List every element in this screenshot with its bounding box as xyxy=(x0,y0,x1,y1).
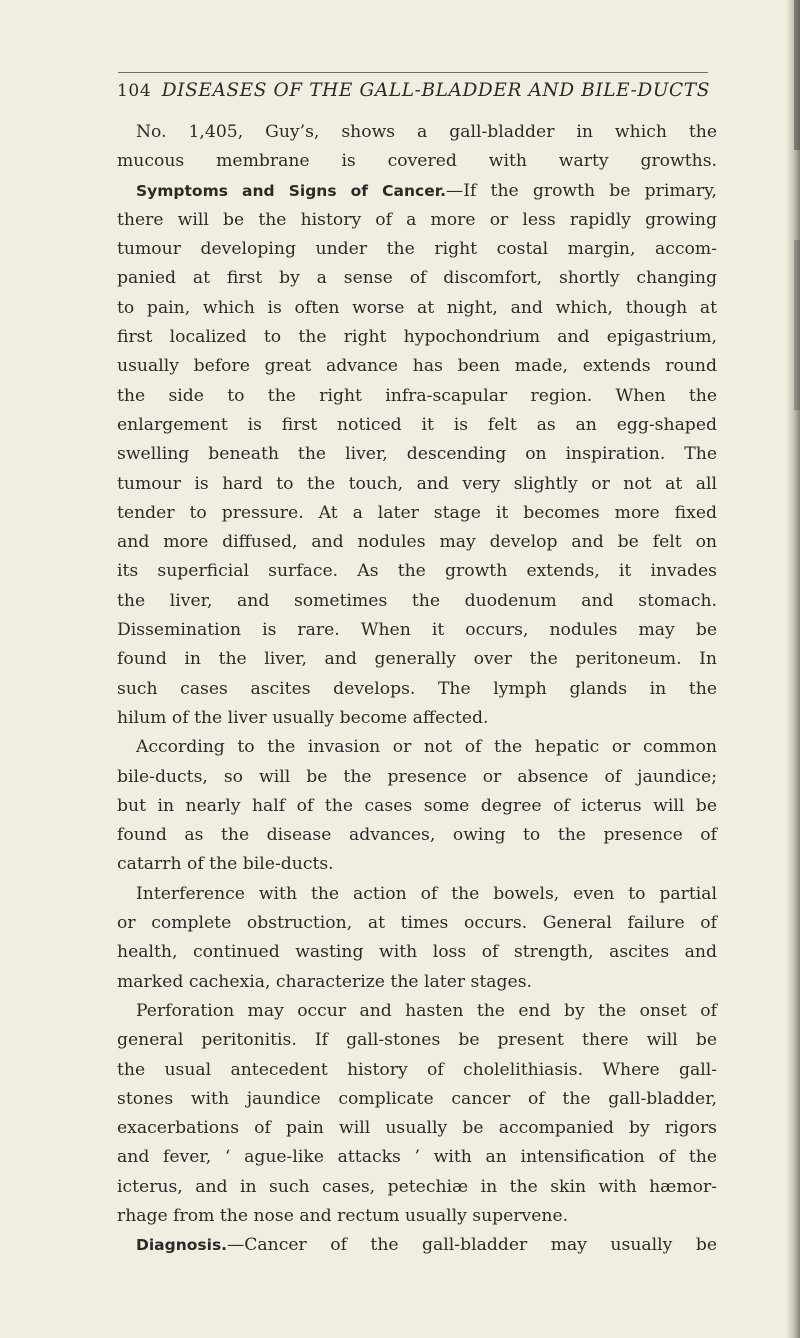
page-edge-dark-top xyxy=(794,0,800,150)
text-line xyxy=(117,1056,717,1085)
line-text: Interference with the action of the bowels, even to partial xyxy=(136,883,717,904)
line-text: its superficial surface. As the growth extends, it invades xyxy=(117,561,717,582)
body-text xyxy=(117,118,717,1261)
line-text: According to the invasion or not of the hepatic or common xyxy=(136,737,717,758)
text-line xyxy=(117,1231,717,1260)
line-text: tumour is hard to the touch, and very slightly or not at all xyxy=(117,473,717,494)
line-text: bile-ducts, so will be the presence or absence of jaundice; xyxy=(117,766,717,787)
line-text: there will be the history of a more or less rapidly growing xyxy=(117,209,717,230)
line-text: the usual antecedent history of cholelithiasis. Where gall- xyxy=(117,1059,717,1080)
section-heading: Diagnosis. xyxy=(136,1236,228,1255)
text-line xyxy=(117,206,717,235)
line-text: but in nearly half of the cases some degree of icterus will be xyxy=(117,795,717,816)
line-text: and more diffused, and nodules may develop and be felt on xyxy=(117,532,717,553)
text-line xyxy=(117,733,717,762)
text-line xyxy=(117,997,717,1026)
text-line xyxy=(117,147,717,176)
line-text: hilum of the liver usually become affected. xyxy=(117,707,489,728)
text-line xyxy=(117,704,717,733)
text-line xyxy=(117,763,717,792)
line-text: —Cancer of the gall-bladder may usually be xyxy=(227,1235,717,1256)
text-line xyxy=(117,616,717,645)
text-line xyxy=(117,557,717,586)
line-text: panied at first by a sense of discomfort, shortly changing xyxy=(117,268,717,289)
text-line xyxy=(117,880,717,909)
header-rule xyxy=(118,72,708,73)
line-text: the side to the right infra-scapular region. When the xyxy=(117,385,717,406)
line-text: found in the liver, and generally over the peritoneum. In xyxy=(117,649,717,670)
line-text: swelling beneath the liver, descending on inspiration. The xyxy=(117,444,717,465)
line-text: icterus, and in such cases, petechiæ in the skin with hæmor- xyxy=(117,1176,717,1197)
page-number: 104 xyxy=(117,81,152,101)
line-text: exacerbations of pain will usually be accompanied by rigors xyxy=(117,1118,717,1139)
text-line xyxy=(117,1173,717,1202)
line-text: general peritonitis. If gall-stones be present there will be xyxy=(117,1030,717,1051)
line-text: mucous membrane is covered with warty growths. xyxy=(117,151,717,172)
text-line xyxy=(117,1114,717,1143)
text-line xyxy=(117,909,717,938)
text-line xyxy=(117,792,717,821)
text-line xyxy=(117,645,717,674)
line-text: Dissemination is rare. When it occurs, nodules may be xyxy=(117,620,717,641)
line-text: the liver, and sometimes the duodenum and stomach. xyxy=(117,590,717,611)
text-line xyxy=(117,675,717,704)
line-text: Perforation may occur and hasten the end by the onset of xyxy=(136,1000,717,1021)
text-line xyxy=(117,968,717,997)
line-text: —If the growth be primary, xyxy=(446,180,717,201)
line-text: and fever, ‘ ague-like attacks ’ with an intensification of the xyxy=(117,1147,717,1168)
line-text: rhage from the nose and rectum usually supervene. xyxy=(117,1205,569,1226)
text-line xyxy=(117,499,717,528)
line-text: to pain, which is often worse at night, and which, though at xyxy=(117,297,717,318)
line-text: such cases ascites develops. The lymph glands in the xyxy=(117,678,717,699)
line-text: first localized to the right hypochondrium and epigastrium, xyxy=(117,327,717,348)
line-text: health, continued wasting with loss of strength, ascites and xyxy=(117,942,717,963)
line-text: found as the disease advances, owing to the presence of xyxy=(117,825,717,846)
line-text: usually before great advance has been made, extends round xyxy=(117,356,717,377)
line-text: catarrh of the bile-ducts. xyxy=(117,854,334,875)
text-line xyxy=(117,1026,717,1055)
text-line xyxy=(117,470,717,499)
page-edge-dark-middle xyxy=(794,240,800,410)
text-line xyxy=(117,177,717,206)
text-line xyxy=(117,850,717,879)
line-text: tender to pressure. At a later stage it becomes more fixed xyxy=(117,502,717,523)
text-line xyxy=(117,1143,717,1172)
page-edge-shadow xyxy=(786,0,800,1338)
text-line xyxy=(117,821,717,850)
section-heading: Symptoms and Signs of Cancer. xyxy=(136,181,447,200)
text-line xyxy=(117,352,717,381)
text-line xyxy=(117,528,717,557)
line-text: tumour developing under the right costal margin, accom- xyxy=(117,239,717,260)
text-line xyxy=(117,1202,717,1231)
text-line xyxy=(117,323,717,352)
text-line xyxy=(117,587,717,616)
line-text: enlargement is first noticed it is felt as an egg-shaped xyxy=(117,414,717,435)
line-text: or complete obstruction, at times occurs. General failure of xyxy=(117,913,717,934)
text-line xyxy=(117,235,717,264)
text-line xyxy=(117,294,717,323)
running-title: DISEASES OF THE GALL-BLADDER AND BILE-DUCTS xyxy=(161,80,711,101)
text-line xyxy=(117,1085,717,1114)
text-line xyxy=(117,938,717,967)
text-line xyxy=(117,440,717,469)
text-line xyxy=(117,118,717,147)
text-line xyxy=(117,264,717,293)
text-line xyxy=(117,411,717,440)
line-text: No. 1,405, Guy’s, shows a gall-bladder in which the xyxy=(136,122,717,142)
line-text: marked cachexia, characterize the later stages. xyxy=(117,971,532,992)
text-line xyxy=(117,382,717,411)
line-text: stones with jaundice complicate cancer of the gall-bladder, xyxy=(117,1088,717,1109)
running-header xyxy=(117,76,717,106)
